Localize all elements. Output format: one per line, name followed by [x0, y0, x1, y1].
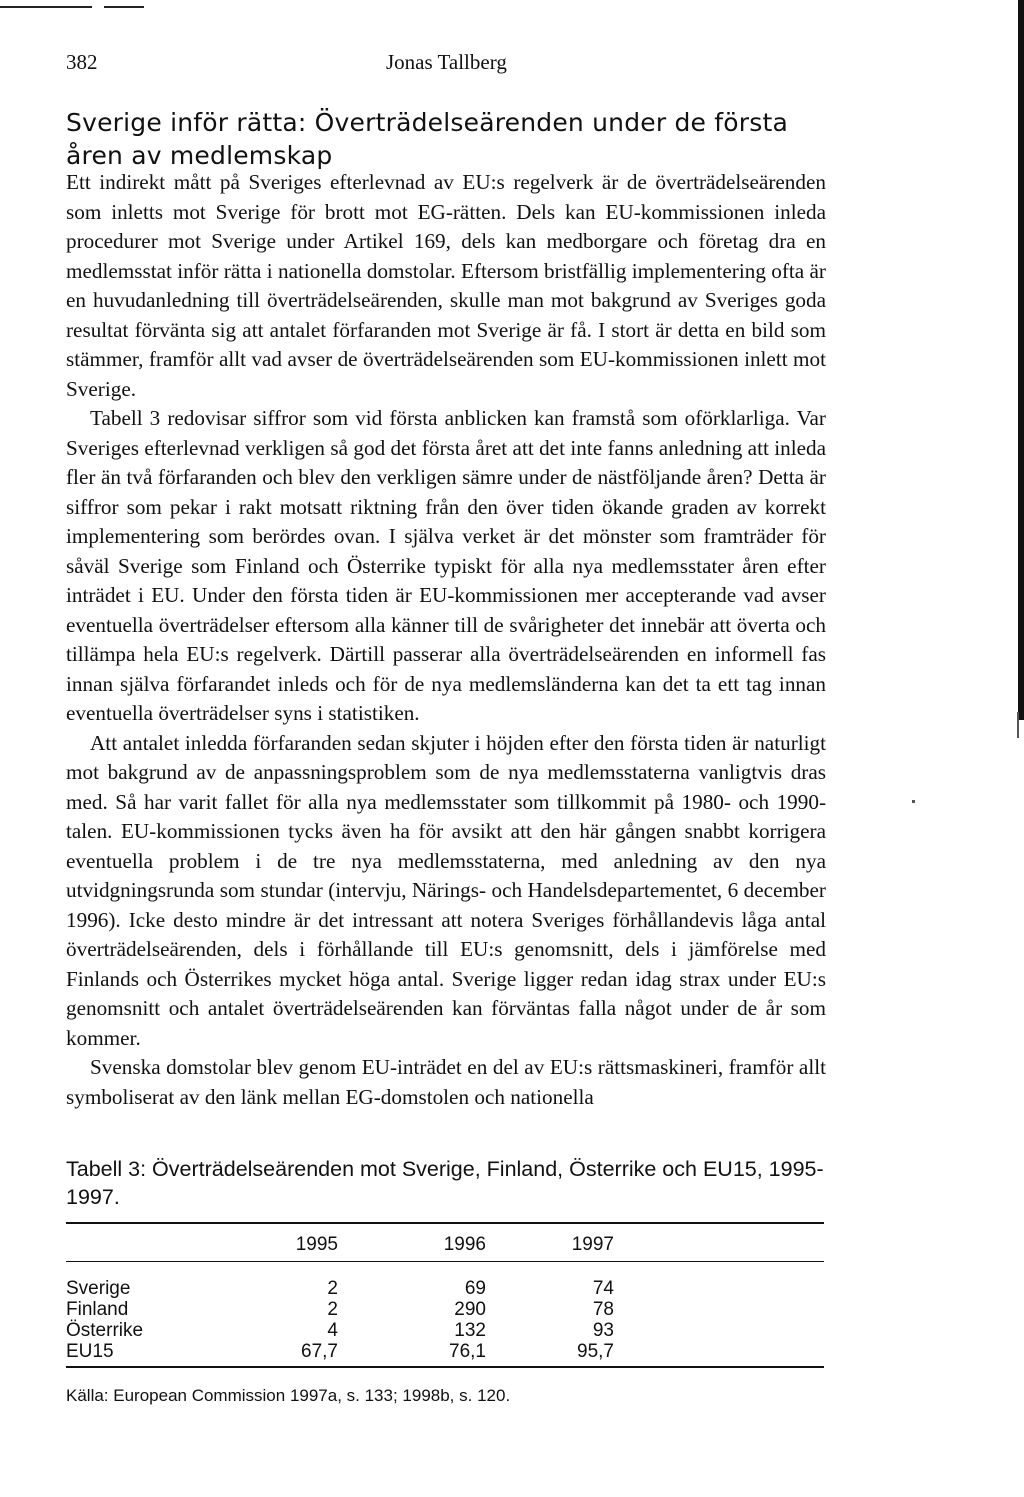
running-author: Jonas Tallberg [386, 50, 507, 74]
table-row [66, 1320, 824, 1341]
section-title: Sverige inför rätta: Överträdelseärenden under de första åren av medlemskap [66, 108, 789, 170]
row-label: EU15 [66, 1341, 114, 1362]
column-header: 1996 [443, 1234, 486, 1255]
page-number: 382 [66, 50, 98, 74]
scan-edge-bar [1018, 0, 1024, 720]
table-cell: 4 [327, 1320, 338, 1341]
table-row [66, 1341, 824, 1367]
table-row [66, 1299, 824, 1320]
column-header [66, 1223, 214, 1262]
table-cell: 93 [592, 1320, 614, 1341]
paragraph: Tabell 3 redovisar siffror som vid första anblicken kan framstå som oförklarliga. Var Sveriges efterlevnad verkligen så god det första året att det inte fanns anledning att inleda fler än två förfaranden och blev den verkligen sämre under de nästföljande åren? Detta är siffror som pekar i rakt motsatt riktning från den över tiden ökande graden av korrekt implementering som berördes ovan. I själva verket är det mönster som framträder för såväl Sverige som Finland och Österrike typiskt för alla nya medlemsstater åren efter inträdet i EU. Under den första tiden är EU-kommissionen mer accepterande vad avser eventuella överträdelser eftersom alla känner till de svårigheter det innebär att överta och tillämpa hela EU:s regelverk. Därtill passerar alla överträdelseärenden en informell fas innan själva förfarandet inleds och för de nya medlemsländerna kan det ta ett tag innan eventuella överträdelser syns i statistiken. [66, 406, 826, 725]
row-label: Sverige [66, 1278, 131, 1299]
table-cell: 76,1 [449, 1341, 486, 1362]
table-cell: 2 [327, 1299, 338, 1320]
table-cell: 67,7 [301, 1341, 338, 1362]
paragraph: Ett indirekt mått på Sveriges efterlevnad av EU:s regelverk är de överträdelseärenden som inletts mot Sverige för brott mot EG-rätten. Dels kan EU-kommissionen inleda procedurer mot Sverige under Artikel 169, dels kan medborgare och företag dra en medlemsstat inför rätta i nationella domstolar. Eftersom bristfällig implementering ofta är en huvudanledning till överträdelseärenden, skulle man mot bakgrund av Sveriges goda resultat förvänta sig att antalet förfaranden mot Sverige är få. I stort är detta en bild som stämmer, framför allt vad avser de överträdelseärenden som EU-kommissionen inlett mot Sverige. [66, 170, 826, 401]
top-rule-left [0, 6, 92, 8]
table-cell: 95,7 [577, 1341, 614, 1362]
paragraph: Att antalet inledda förfaranden sedan skjuter i höjden efter den första tiden är naturligt mot bakgrund av de anpassningsproblem som de nya medlemsstaterna vanligtvis dras med. Så har varit fallet för alla nya medlemsstater som tillkommit på 1980- och 1990-talen. EU-kommissionen tycks även ha för avsikt att den här gången snabbt korrigera eventuella problem i de tre nya medlemsstaterna, med anledning av den nya utvidgningsrunda som stundar (intervju, Närings- och Handelsdepartementet, 6 december 1996). Icke desto mindre är det intressant att notera Sveriges förhållandevis låga antal överträdelseärenden, dels i förhållande till EU:s genomsnitt, dels i jämförelse med Finlands och Österrikes mycket höga antal. Sverige ligger redan idag strax under EU:s genomsnitt och antalet överträdelseärenden kan förväntas falla något under de år som kommer. [66, 730, 826, 1050]
table-row [66, 1262, 824, 1300]
body-text [66, 168, 826, 1112]
margin-dot [912, 800, 915, 803]
table-cell: 290 [454, 1299, 486, 1320]
row-label: Finland [66, 1299, 129, 1320]
row-label: Österrike [66, 1320, 144, 1341]
column-header: 1997 [571, 1234, 614, 1255]
top-rule-right [104, 6, 144, 8]
column-spacer [614, 1223, 824, 1262]
table-cell: 2 [327, 1278, 338, 1299]
running-header [66, 50, 826, 80]
table-source: Källa: European Commission 1997a, s. 133; 1998b, s. 120. [66, 1386, 511, 1405]
table-cell: 78 [592, 1299, 614, 1320]
table-cell: 132 [454, 1320, 486, 1341]
table-cell: 69 [464, 1278, 486, 1299]
margin-mark [1017, 712, 1019, 738]
paragraph: Svenska domstolar blev genom EU-inträdet en del av EU:s rättsmaskineri, framför allt symboliserat av den länk mellan EG-domstolen och nationella [66, 1055, 826, 1109]
table-caption: Tabell 3: Överträdelseärenden mot Sverige, Finland, Österrike och EU15, 1995-1997. [66, 1157, 824, 1209]
column-header: 1995 [295, 1234, 338, 1255]
table-cell: 74 [592, 1278, 614, 1299]
data-table [66, 1222, 824, 1368]
table-header-row [66, 1223, 824, 1262]
